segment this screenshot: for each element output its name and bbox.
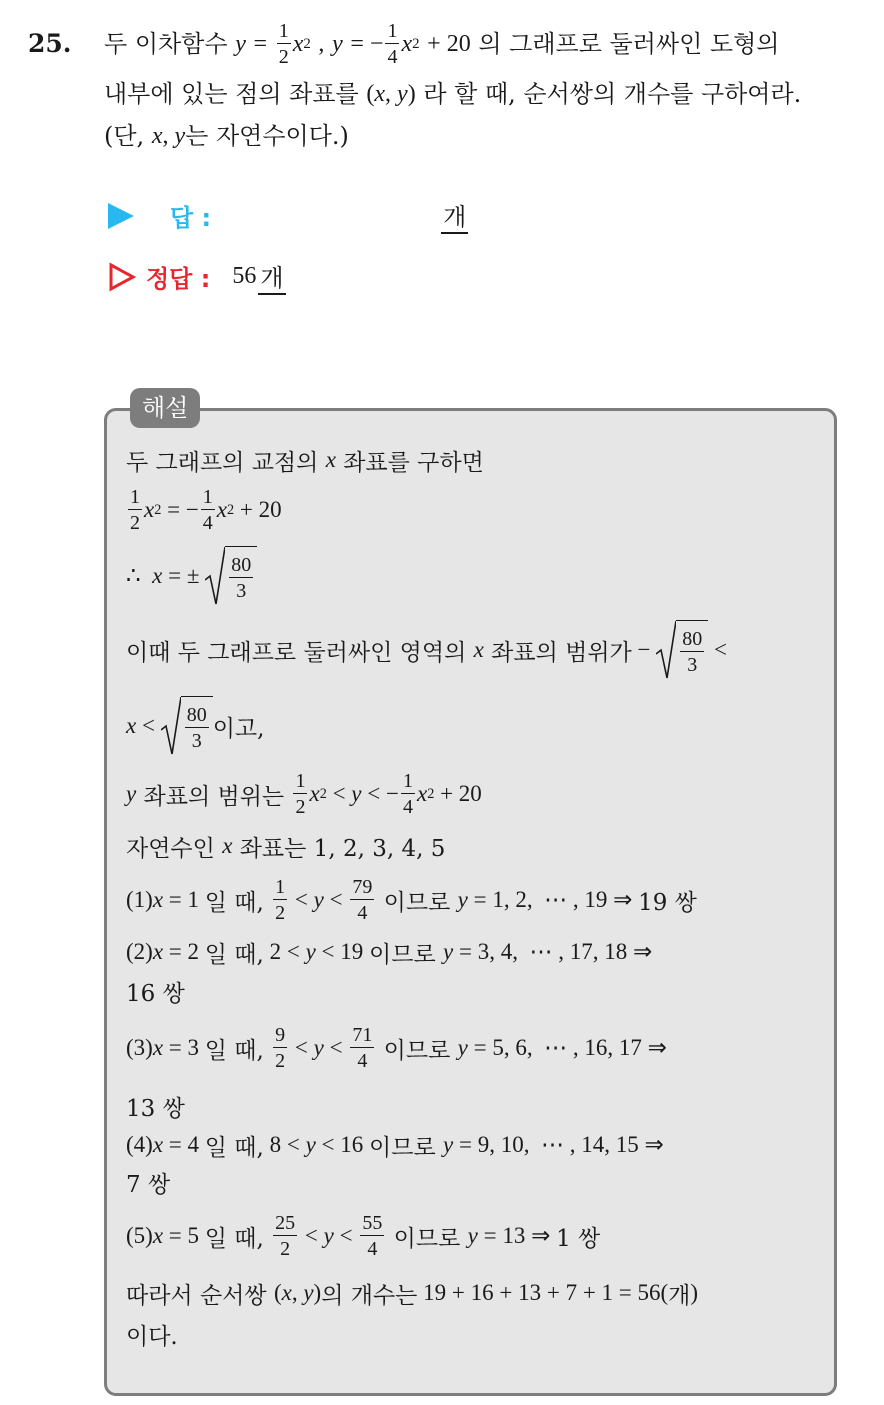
solution-body: 두 그래프의 교점의 x 좌표를 구하면 $\frac{1}{2}$ x 2 = − $\frac{1}{4}$ x 2 + 20 ∴ x = ± $\frac{80}{3}$ 이때 두 그래프로 둘러싸인 영역의 x 좌표의 범위가 − $\frac{80}{3}$ < x < $\frac{80}{3}$ 이고, y 좌표의 범위는 $\frac{1}{2}$ x 2 < y < − $\frac{1}{4}$ x 2 + 20 자연수인 x 좌표는 1, 2, 3, 4, 5 (1) x = 1 일 때, $\frac{1}{2}$ < y < $\frac{79}{4}$ 이므로 y = 1, 2, ⋯ , 19 ⇒ 19 쌍 (2) x = 2 일 때, 2 < y < 19 이므로 y = 3, 4, ⋯ , 17, 18 ⇒ 16 쌍 (3) x = 3 일 때, $\frac{9}{2}$ < y < $\frac{71}{4}$ 이므로 y = 5, 6, ⋯ , 16, 17 ⇒ 13 쌍 (4) x = 4 일 때, 8 < y < 16 이므로 y = 9, 10, ⋯ , 14, 15 ⇒ 7 쌍 (5) x = 5 일 때, $\frac{25}{2}$ < y < $\frac{55}{4}$ 이므로 y = 13 ⇒ 1 쌍 따라서 순서쌍 ( x , y ) 의 개수는 19 + 16 + 13 + 7 + 1 = 56( 개 ) 이다. bbox=[126, 447, 727, 1350]
play-triangle-icon bbox=[108, 203, 134, 229]
question-text: 두 이차함수 y = $\frac{1}{2}$ x 2 , y = − $\frac{1}{4}$ x 2 + 20 의 그래프로 둘러싸인 도형의 내부에 있는 점의 좌표를 ( x , y ) 라 할 때, 순서쌍의 개수를 구하여라. (단, x , y 는 자연수이다.) bbox=[104, 20, 802, 150]
sqrt-sign bbox=[161, 696, 181, 756]
answer-input-row bbox=[108, 197, 468, 234]
correct-answer-unit: 개 bbox=[258, 258, 285, 295]
sqrt-sign bbox=[205, 546, 225, 606]
problem bbox=[28, 22, 868, 156]
solution-tag: 해설 bbox=[130, 388, 200, 428]
outline-triangle-icon bbox=[108, 262, 136, 292]
correct-answer-label: 정답 : bbox=[146, 265, 211, 293]
correct-answer-row bbox=[108, 258, 286, 295]
answer-blank-unit[interactable]: 개 bbox=[441, 197, 468, 234]
sqrt-sign bbox=[656, 620, 676, 680]
question-number: 25. bbox=[28, 29, 72, 58]
correct-answer-value: 56 bbox=[232, 263, 257, 289]
answer-label: 답 : bbox=[170, 204, 212, 232]
